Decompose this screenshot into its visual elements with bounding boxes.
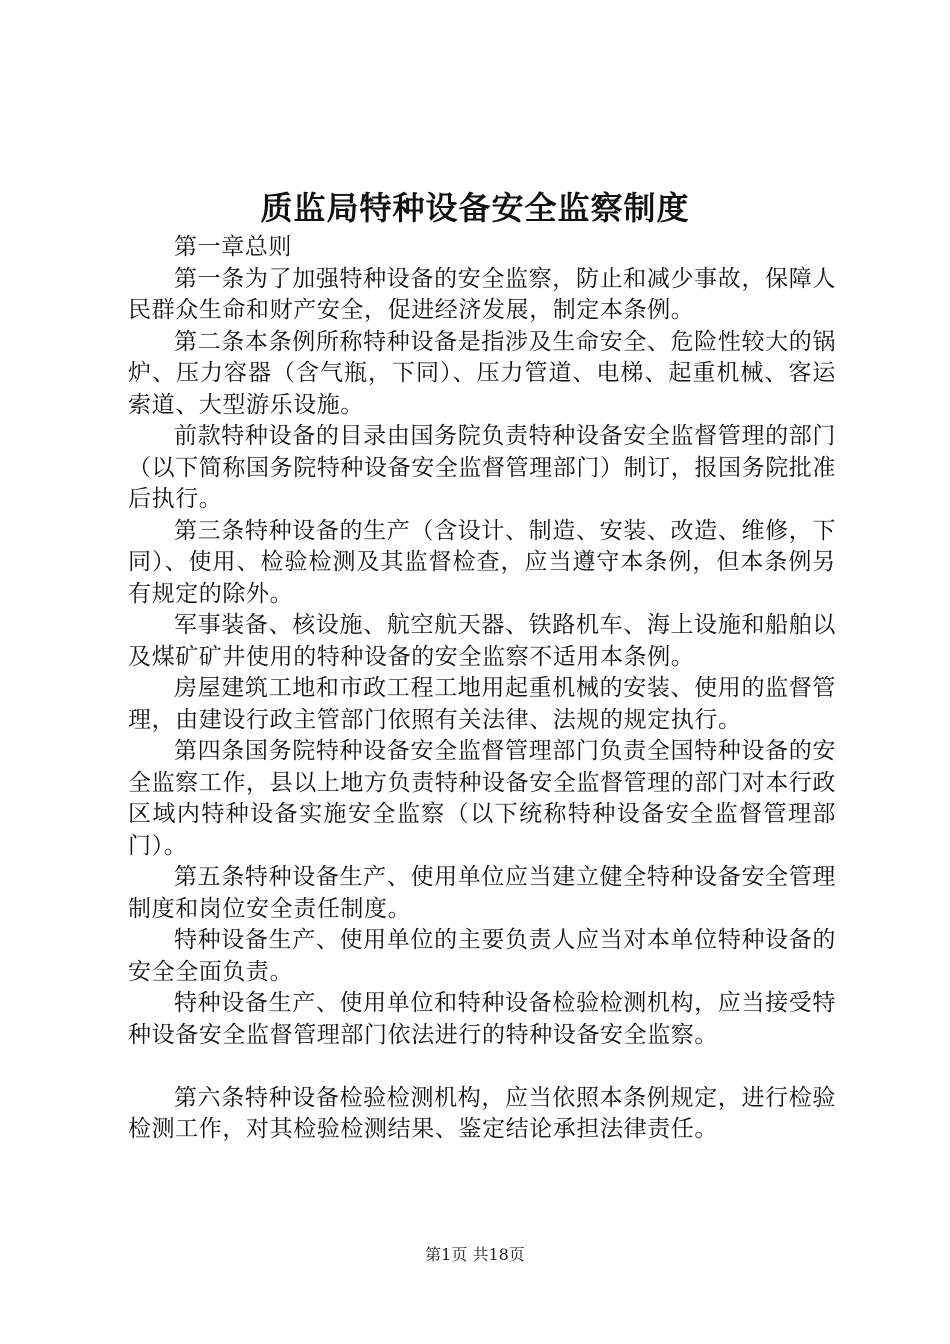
chapter-heading: 第一章总则: [174, 234, 292, 260]
paragraph: 房屋建筑工地和市政工程工地用起重机械的安装、使用的监督管理，由建设行政主管部门依照有关法律、法规的规定执行。: [128, 675, 836, 733]
paragraph: 特种设备生产、使用单位的主要负责人应当对本单位特种设备的安全全面负责。: [128, 927, 836, 985]
paragraph: 特种设备生产、使用单位和特种设备检验检测机构，应当接受特种设备安全监督管理部门依法进行的特种设备安全监察。: [128, 990, 836, 1048]
paragraph: 前款特种设备的目录由国务院负责特种设备安全监督管理的部门（以下简称国务院特种设备安全监督管理部门）制订，报国务院批准后执行。: [128, 423, 836, 512]
paragraph: 第一条为了加强特种设备的安全监察，防止和减少事故，保障人民群众生命和财产安全，促进经济发展，制定本条例。: [128, 265, 836, 323]
paragraph: 第六条特种设备检验检测机构，应当依照本条例规定，进行检验检测工作，对其检验检测结果、鉴定结论承担法律责任。: [128, 1084, 836, 1142]
page-number: 第1页 共18页: [425, 1245, 525, 1264]
paragraph: 第三条特种设备的生产（含设计、制造、安装、改造、维修，下同）、使用、检验检测及其监督检查，应当遵守本条例，但本条例另有规定的除外。: [128, 517, 836, 607]
paragraph: 第四条国务院特种设备安全监督管理部门负责全国特种设备的安全监察工作，县以上地方负责特种设备安全监督管理的部门对本行政区域内特种设备实施安全监察（以下统称特种设备安全监督管理部门）。: [128, 738, 836, 859]
document-title: 质监局特种设备安全监察制度: [260, 189, 690, 227]
document-body: [128, 232, 836, 1146]
paragraph: 第二条本条例所称特种设备是指涉及生命安全、危险性较大的锅炉、压力容器（含气瓶，下同）、压力管道、电梯、起重机械、客运索道、大型游乐设施。: [128, 328, 836, 418]
paragraph: 第五条特种设备生产、使用单位应当建立健全特种设备安全管理制度和岗位安全责任制度。: [128, 864, 836, 922]
paragraph: 军事装备、核设施、航空航天器、铁路机车、海上设施和船舶以及煤矿矿井使用的特种设备的安全监察不适用本条例。: [128, 612, 836, 670]
